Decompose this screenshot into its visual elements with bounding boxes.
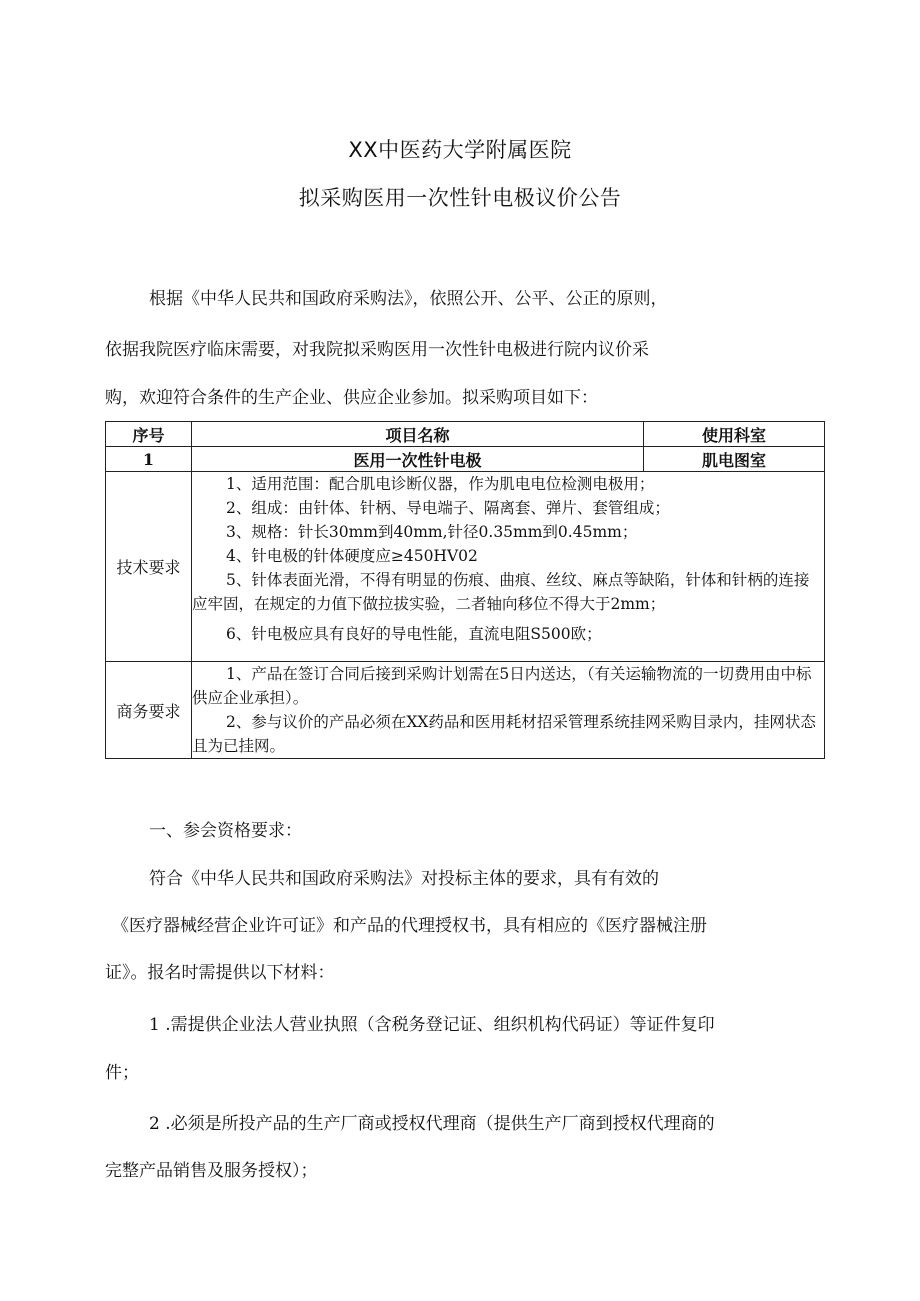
biz-requirements-row	[106, 662, 825, 759]
biz-requirements-cell	[192, 662, 825, 759]
section1-item2-line1: 2 .必须是所投产品的生产厂商或授权代理商（提供生产厂商到授权代理商的	[149, 1114, 715, 1134]
header-index: 序号	[106, 422, 192, 447]
row-project-name: 医用一次性针电极	[192, 447, 644, 472]
intro-line2: 依据我院医疗临床需要，对我院拟采购医用一次性针电极进行院内议价采	[105, 340, 649, 360]
header-department: 使用科室	[644, 422, 825, 447]
biz-item-1: 1、产品在签订合同后接到采购计划需在5日内送达，（有关运输物流的一切费用由中标供应企业承担）。	[192, 665, 812, 707]
tech-item-2: 2、组成：由针体、针柄、导电端子、隔离套、弹片、套管组成；	[226, 499, 670, 517]
intro-line3: 购，欢迎符合条件的生产企业、供应企业参加。拟采购项目如下：	[105, 388, 598, 408]
header-project-name: 项目名称	[192, 422, 644, 447]
biz-requirements-label: 商务要求	[106, 662, 192, 759]
tech-item-4: 4、针电极的针体硬度应≥450HV02	[226, 547, 478, 565]
row-index: 1	[106, 447, 192, 472]
tech-item-6: 6、针电极应具有良好的导电性能，直流电阻S500欧；	[226, 625, 602, 643]
section1-p1-line3: 证》。报名时需提供以下材料：	[105, 963, 335, 983]
intro-line1: 根据《中华人民共和国政府采购法》，依照公开、公平、公正的原则，	[149, 289, 668, 309]
tech-requirements-label: 技术要求	[106, 472, 192, 662]
section1-item1-line1: 1 .需提供企业法人营业执照（含税务登记证、组织机构代码证）等证件复印	[149, 1015, 715, 1035]
document-title-line2: 拟采购医用一次性针电极议价公告	[298, 186, 622, 210]
section1-item2-line2: 完整产品销售及服务授权）；	[105, 1161, 318, 1181]
table-header-row	[106, 422, 825, 447]
section1-heading: 一、参会资格要求：	[149, 821, 302, 841]
section1-p1-line2: 《医疗器械经营企业许可证》和产品的代理授权书，具有相应的《医疗器械注册	[112, 916, 707, 936]
tech-item-3: 3、规格：针长30mm到40mm,针径0.35mm到0.45mm；	[226, 523, 638, 541]
procurement-table	[105, 421, 825, 759]
section1-p1-line1: 符合《中华人民共和国政府采购法》对投标主体的要求，具有有效的	[149, 869, 659, 889]
tech-requirements-row	[106, 472, 825, 662]
tech-item-5: 5、针体表面光滑，不得有明显的伤痕、曲痕、丝纹、麻点等缺陷，针体和针柄的连接应牢固，在规定的力值下做拉拔实验，二者轴向移位不得大于2mm；	[192, 571, 810, 613]
biz-item-2: 2、参与议价的产品必须在XX药品和医用耗材招采管理系统挂网采购目录内，挂网状态且为已挂网。	[192, 713, 816, 755]
document-title-line1: XX中医药大学附属医院	[348, 138, 572, 162]
row-department: 肌电图室	[644, 447, 825, 472]
tech-requirements-cell	[192, 472, 825, 662]
table-row	[106, 447, 825, 472]
section1-item1-line2: 件；	[105, 1063, 139, 1083]
tech-item-1: 1、适用范围：配合肌电诊断仪器，作为肌电电位检测电极用；	[226, 475, 655, 493]
